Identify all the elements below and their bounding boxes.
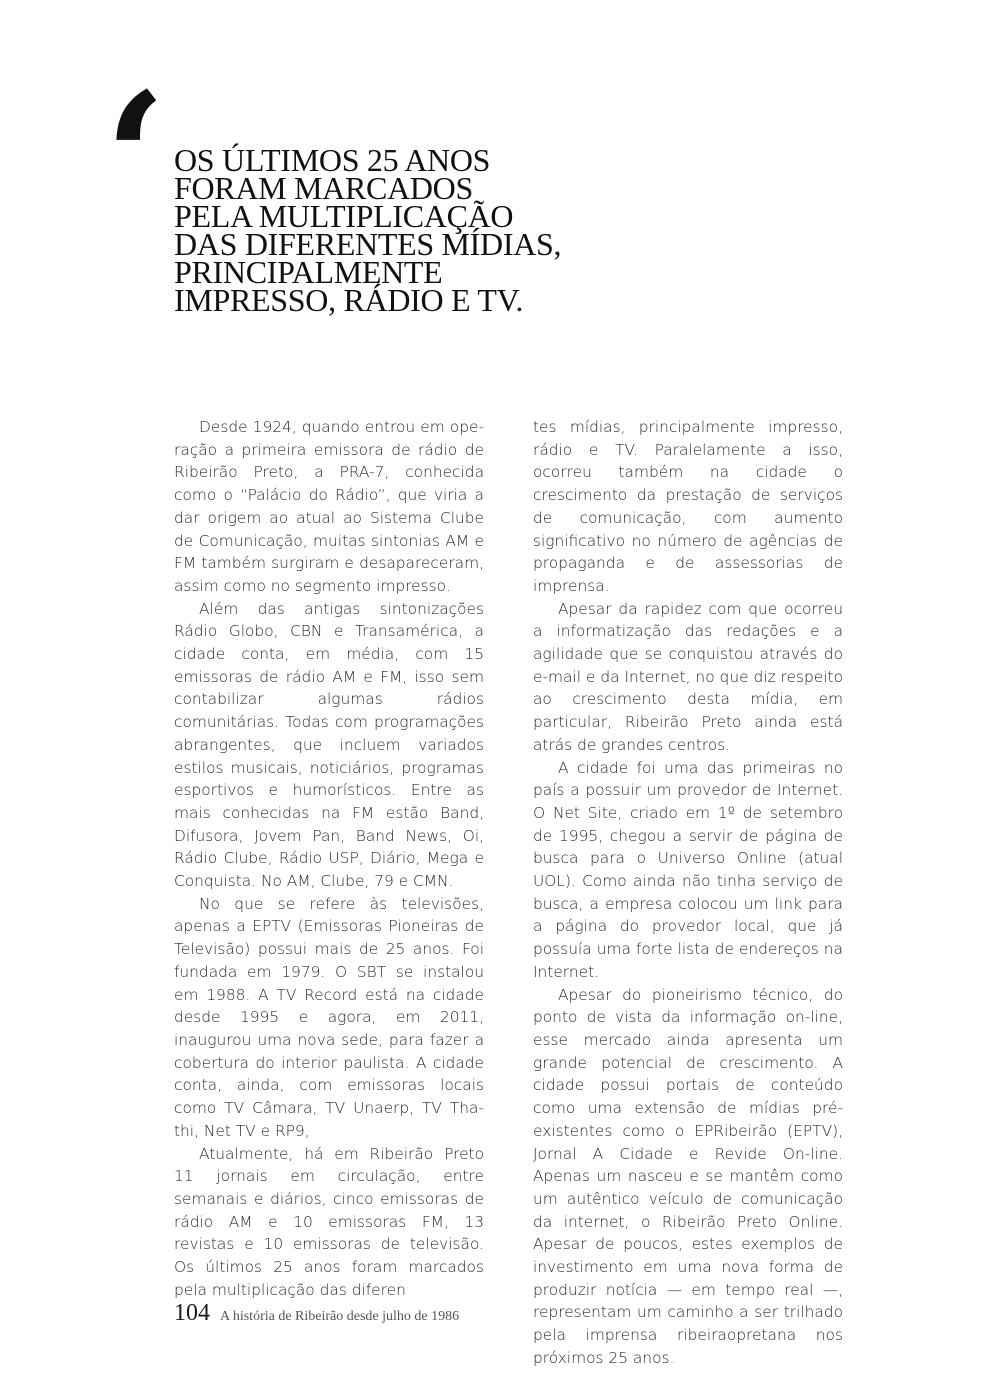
article-paragraph: A cidade foi uma das primeiras no país a possuir um provedor de Internet. O Net Site, criado em 1º de setembro de 1995, chegou a servir de página de busca para o Universo Online (atual UOL). Como ainda não tinha serviço de busca, a empresa colocou um link para a página do provedor local, que já possuía uma forte lista de endereços na Internet. [533, 758, 843, 981]
article-paragraph: Atualmente, há em Ribeirão Preto 11 jornais em circulação, entre semanais e diários, cinco emissoras de rádio AM e 10 emissoras FM, 13 revistas e 10 emissoras de televisão. Os últimos 25 anos foram marcados pela multiplicação das diferen [174, 1144, 484, 1299]
pull-quote-line: PELA MULTIPLICAÇÃO [174, 198, 514, 234]
article-paragraph: No que se refere às televisões, apenas a EPTV (Emissoras Pioneiras de Televisão) possui mais de 25 anos. Foi fundada em 1979. O SBT se instalou em 1988. A TV Record está na cidade desde 1995 e agora, em 2011, inaugurou uma nova sede, para fazer a cobertura do interior paulista. A cidade conta, ainda, com emissoras locais como TV Câmara, TV Unaerp, TV Thathi, Net TV e RP9, [174, 894, 484, 1140]
pull-quote-line: IMPRESSO, RÁDIO E TV. [174, 282, 524, 318]
opening-quote-mark: ‘ [104, 54, 167, 265]
article-paragraph-continued: tes mídias, principalmente impresso, rádio e TV. Paralelamente a isso, ocorreu também na cidade o crescimento da prestação de serviços de comunicação, com aumento significativo no número de agências de propaganda e de assessorias de imprensa. [533, 418, 843, 595]
article-paragraph: Apesar do pioneirismo técnico, do ponto de vista da informação on-line, esse mercado ainda apresenta um grande potencial de crescimento. A cidade possui portais de conteúdo como uma extensão de mídias pré-existentes como o EPRibeirão (EPTV), Jornal A Cidade e Revide On-line. Apenas um nasceu e se mantêm como um autêntico veículo de comunicação da internet, o Ribeirão Preto Online. Apesar de poucos, estes exemplos de investimento em uma nova forma de produzir notícia — em tempo real —, representam um caminho a ser trilhado pela imprensa ribeiraopretana nos próximos 25 anos. [533, 985, 843, 1367]
article-column-right [533, 416, 843, 1370]
pull-quote-line: DAS DIFERENTES MÍDIAS, [174, 226, 562, 262]
article-paragraph: Desde 1924, quando entrou em operação a primeira emissora de rádio de Ribeirão Preto, a PRA-7, conhecida como o “Palácio do Rádio”, que viria a dar origem ao atual ao Sistema Clube de Comunicação, muitas sintonias AM e FM também surgiram e desapareceram, assim como no segmento impresso. [174, 418, 484, 595]
article-column-left [174, 416, 484, 1301]
pull-quote-line: OS ÚLTIMOS 25 ANOS [174, 142, 491, 178]
pull-quote-line: PRINCIPALMENTE [174, 254, 443, 290]
page-footer [174, 1300, 459, 1327]
article-paragraph: Apesar da rapidez com que ocorreu a informatização das redações e a agilidade que se conquistou através do e-mail e da Internet, no que diz respeito ao crescimento desta mídia, em particular, Ribeirão Preto ainda está atrás de grandes centros. [533, 599, 843, 754]
article-paragraph: Além das antigas sintonizações Rádio Globo, CBN e Transamérica, a cidade conta, em média, com 15 emissoras de rádio AM e FM, isso sem contabilizar algumas rádios comunitárias. Todas com programações abrangentes, que incluem variados estilos musicais, noticiários, programas esportivos e humorísticos. Entre as mais conhecidas na FM estão Band, Difusora, Jovem Pan, Band News, Oi, Rádio Clube, Rádio USP, Diário, Mega e Conquista. No AM, Clube, 79 e CMN. [174, 599, 484, 891]
publication-title: A história de Ribeirão desde julho de 1986 [220, 1309, 460, 1324]
page-number: 104 [174, 1300, 210, 1326]
pull-quote [174, 142, 594, 318]
pull-quote-line: FORAM MARCADOS [174, 170, 473, 206]
